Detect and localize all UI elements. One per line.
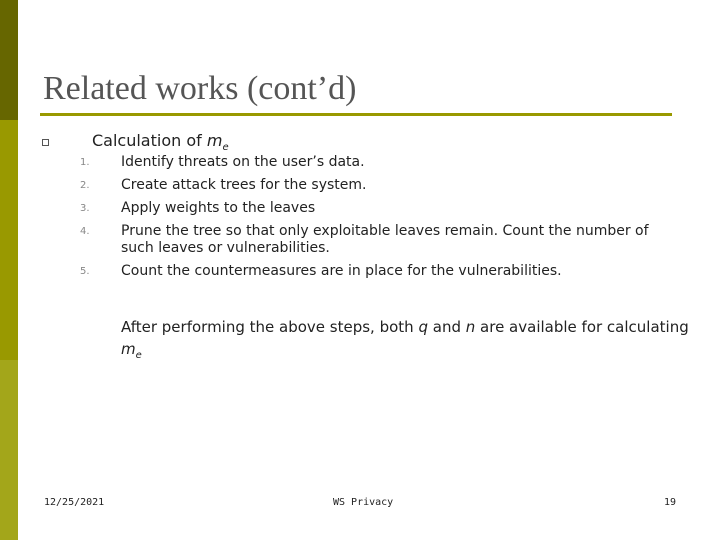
steps-list: [76, 154, 676, 286]
summary-note: [121, 316, 691, 367]
list-number: 4.: [80, 226, 90, 237]
square-bullet-icon: [42, 139, 49, 146]
note-text: are available for calculating: [475, 318, 689, 336]
list-number: 2.: [80, 180, 90, 191]
list-text: Create attack trees for the system.: [121, 177, 367, 193]
list-text: Count the countermeasures are in place for the vulnerabilities.: [121, 263, 562, 279]
note-variable-q: q: [418, 318, 428, 336]
list-text: Prune the tree so that only exploitable leaves remain. Count the number of such leaves or vulnerabilities.: [121, 223, 649, 256]
note-subscript: e: [135, 350, 142, 361]
list-item: [76, 263, 676, 280]
heading-subscript: e: [222, 142, 229, 154]
sidebar-accent-block: [0, 360, 18, 540]
list-text: Identify threats on the user’s data.: [121, 154, 365, 170]
slide-title: Related works (cont’d): [43, 70, 357, 107]
list-text: Apply weights to the leaves: [121, 200, 316, 216]
footer-date: 12/25/2021: [44, 497, 105, 508]
list-number: 1.: [80, 157, 90, 168]
note-text: After performing the above steps, both: [121, 318, 419, 336]
heading-variable: m: [206, 131, 223, 150]
note-variable-n: n: [465, 318, 476, 336]
footer-title: WS Privacy: [333, 497, 394, 508]
list-item: [76, 154, 676, 171]
footer-page-number: 19: [664, 497, 677, 508]
section-heading: [92, 131, 229, 153]
heading-text: Calculation of: [92, 131, 207, 150]
note-variable-m: m: [121, 340, 136, 358]
title-underline: [40, 113, 672, 116]
list-number: 3.: [80, 203, 90, 214]
sidebar-accent-top: [0, 0, 18, 120]
note-text: and: [427, 318, 466, 336]
list-item: [76, 200, 676, 217]
list-item: [76, 177, 676, 194]
list-number: 5.: [80, 266, 90, 277]
list-item: [76, 223, 676, 257]
